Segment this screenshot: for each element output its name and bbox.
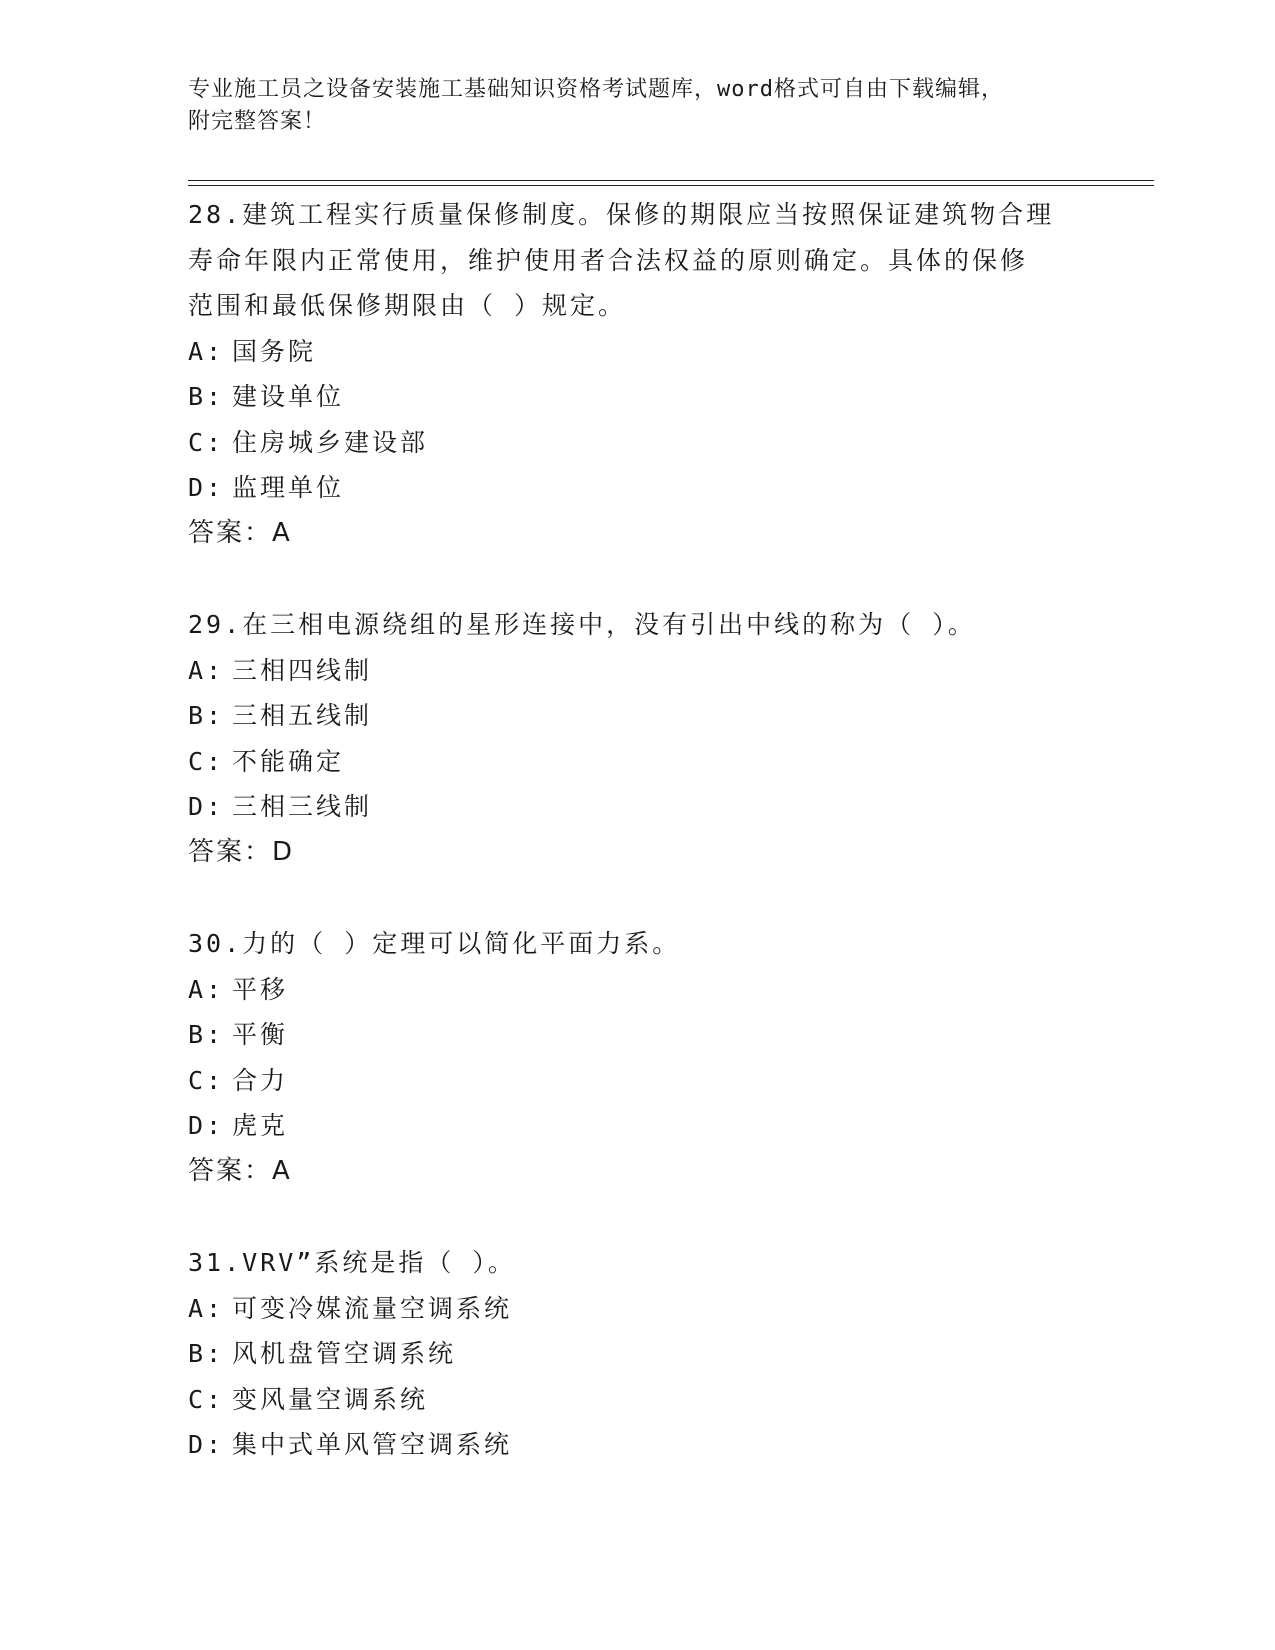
option-d <box>188 1422 1088 1468</box>
header-line-1: 专业施工员之设备安装施工基础知识资格考试题库，word格式可自由下载编辑， <box>188 77 1004 102</box>
header-divider-top <box>188 180 1154 181</box>
question-30 <box>188 921 1088 1194</box>
option-text: 三相三线制 <box>232 792 373 821</box>
option-c <box>188 1377 1088 1423</box>
option-letter: C: <box>188 746 225 776</box>
header-divider-bottom <box>188 185 1154 186</box>
option-a <box>188 1286 1088 1332</box>
option-letter: A: <box>188 336 225 366</box>
question-stem <box>188 921 1088 967</box>
option-text: 合力 <box>232 1065 289 1095</box>
question-28 <box>188 192 1088 556</box>
question-stem-line: 28.建筑工程实行质量保修制度。保修的期限应当按照保证建筑物合理 <box>188 200 1055 229</box>
option-c <box>188 420 1088 466</box>
option-text: 虎克 <box>232 1111 289 1140</box>
option-text: 可变冷媒流量空调系统 <box>232 1293 513 1323</box>
question-list <box>188 192 1088 1514</box>
option-text: 建设单位 <box>232 382 345 411</box>
option-letter: B: <box>188 1339 225 1368</box>
question-stem-line: 29.在三相电源绕组的星形连接中，没有引出中线的称为（ ）。 <box>188 610 976 639</box>
option-letter: D: <box>188 473 225 502</box>
option-letter: A: <box>188 974 225 1004</box>
option-a <box>188 329 1088 375</box>
option-text: 不能确定 <box>232 746 345 776</box>
option-letter: C: <box>188 1384 225 1414</box>
option-text: 平移 <box>232 974 289 1004</box>
option-letter: B: <box>188 701 225 730</box>
option-text: 平衡 <box>232 1020 289 1049</box>
option-letter: A: <box>188 655 225 685</box>
option-b <box>188 693 1088 739</box>
option-text: 三相四线制 <box>232 655 373 685</box>
question-stem-line: 30.力的（ ）定理可以简化平面力系。 <box>188 929 681 958</box>
option-d <box>188 1103 1088 1149</box>
option-a <box>188 967 1088 1013</box>
option-text: 变风量空调系统 <box>232 1384 429 1414</box>
option-letter: D: <box>188 1111 225 1140</box>
question-31 <box>188 1240 1088 1468</box>
question-stem-line: 31.VRV”系统是指（ ）。 <box>188 1248 516 1277</box>
option-d <box>188 465 1088 511</box>
option-letter: C: <box>188 1065 225 1095</box>
question-stem <box>188 192 1088 329</box>
option-letter: D: <box>188 1430 225 1459</box>
option-c <box>188 739 1088 785</box>
option-letter: C: <box>188 427 225 457</box>
answer-line: 答案：A <box>188 517 292 548</box>
option-b <box>188 374 1088 420</box>
option-text: 三相五线制 <box>232 701 373 730</box>
option-text: 国务院 <box>232 336 317 366</box>
option-letter: B: <box>188 1020 225 1049</box>
question-29 <box>188 602 1088 875</box>
option-letter: D: <box>188 792 225 821</box>
document-header <box>188 74 1088 138</box>
option-c <box>188 1058 1088 1104</box>
question-stem-line: 寿命年限内正常使用，维护使用者合法权益的原则确定。具体的保修 <box>188 245 1029 275</box>
answer-line: 答案：D <box>188 836 295 867</box>
header-line-2: 附完整答案！ <box>188 109 327 134</box>
option-a <box>188 648 1088 694</box>
option-text: 监理单位 <box>232 473 345 502</box>
answer-line: 答案：A <box>188 1155 292 1186</box>
option-d <box>188 784 1088 830</box>
option-letter: B: <box>188 382 225 411</box>
option-b <box>188 1012 1088 1058</box>
question-stem-line: 范围和最低保修期限由（ ）规定。 <box>188 291 627 320</box>
option-text: 集中式单风管空调系统 <box>232 1430 513 1459</box>
option-text: 风机盘管空调系统 <box>232 1339 457 1368</box>
question-stem <box>188 1240 1088 1286</box>
option-b <box>188 1331 1088 1377</box>
option-letter: A: <box>188 1293 225 1323</box>
option-text: 住房城乡建设部 <box>232 427 429 457</box>
question-stem <box>188 602 1088 648</box>
